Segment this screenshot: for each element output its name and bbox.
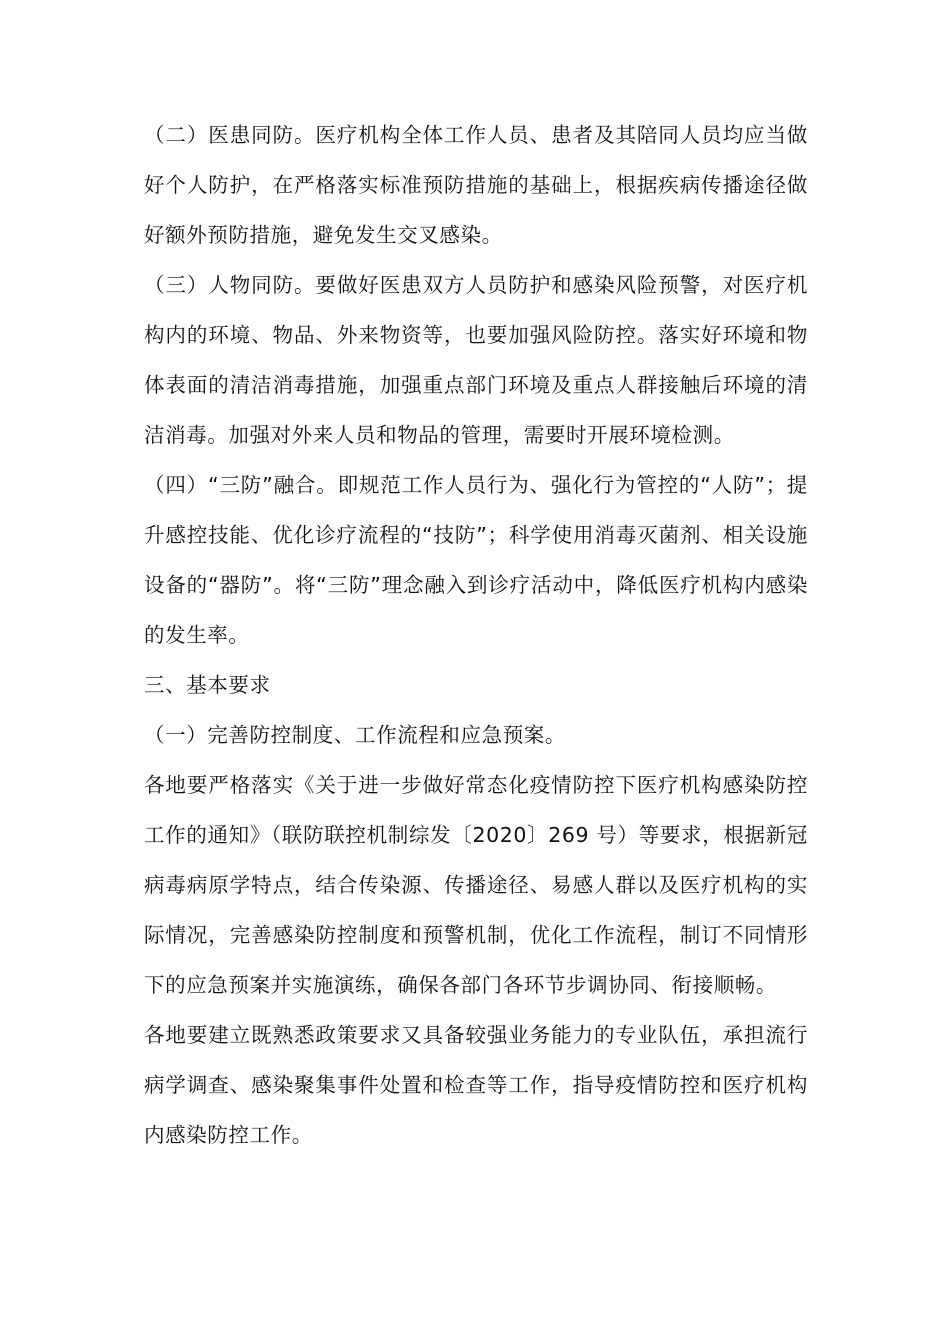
document-body (144, 110, 808, 1160)
section-heading-basic-requirements: 三、基本要求 (144, 673, 271, 697)
paragraph-people-object-protection: （三）人物同防。要做好医患双方人员防护和感染风险预警，对医疗机构内的环境、物品、外来物资等，也要加强风险防控。落实好环境和物体表面的清洁消毒措施，加强重点部门环境及重点人群接触后环境的清洁消毒。加强对外来人员和物品的管理，需要时开展环境检测。 (144, 273, 808, 447)
paragraph-three-protections: （四）“三防”融合。即规范工作人员行为、强化行为管控的“人防”；提升感控技能、优化诊疗流程的“技防”；科学使用消毒灭菌剂、相关设施设备的“器防”。将“三防”理念融入到诊疗活动中，降低医疗机构内感染的发生率。 (144, 473, 808, 647)
paragraph-implement-notice: 各地要严格落实《关于进一步做好常态化疫情防控下医疗机构感染防控工作的通知》（联防联控机制综发〔2020〕269 号）等要求，根据新冠病毒病原学特点，结合传染源、传播途径、易感人群以及医疗机构的实际情况，完善感染防控制度和预警机制，优化工作流程，制订不同情形下的应急预案并实施演练，确保各部门各环节步调协同、衔接顺畅。 (144, 773, 808, 997)
subsection-heading-improve-system: （一）完善防控制度、工作流程和应急预案。 (144, 723, 566, 747)
paragraph-professional-team: 各地要建立既熟悉政策要求又具备较强业务能力的专业队伍，承担流行病学调查、感染聚集事件处置和检查等工作，指导疫情防控和医疗机构内感染防控工作。 (144, 1023, 808, 1147)
paragraph-doctor-patient-protection: （二）医患同防。医疗机构全体工作人员、患者及其陪同人员均应当做好个人防护，在严格落实标准预防措施的基础上，根据疾病传播途径做好额外预防措施，避免发生交叉感染。 (144, 123, 808, 247)
